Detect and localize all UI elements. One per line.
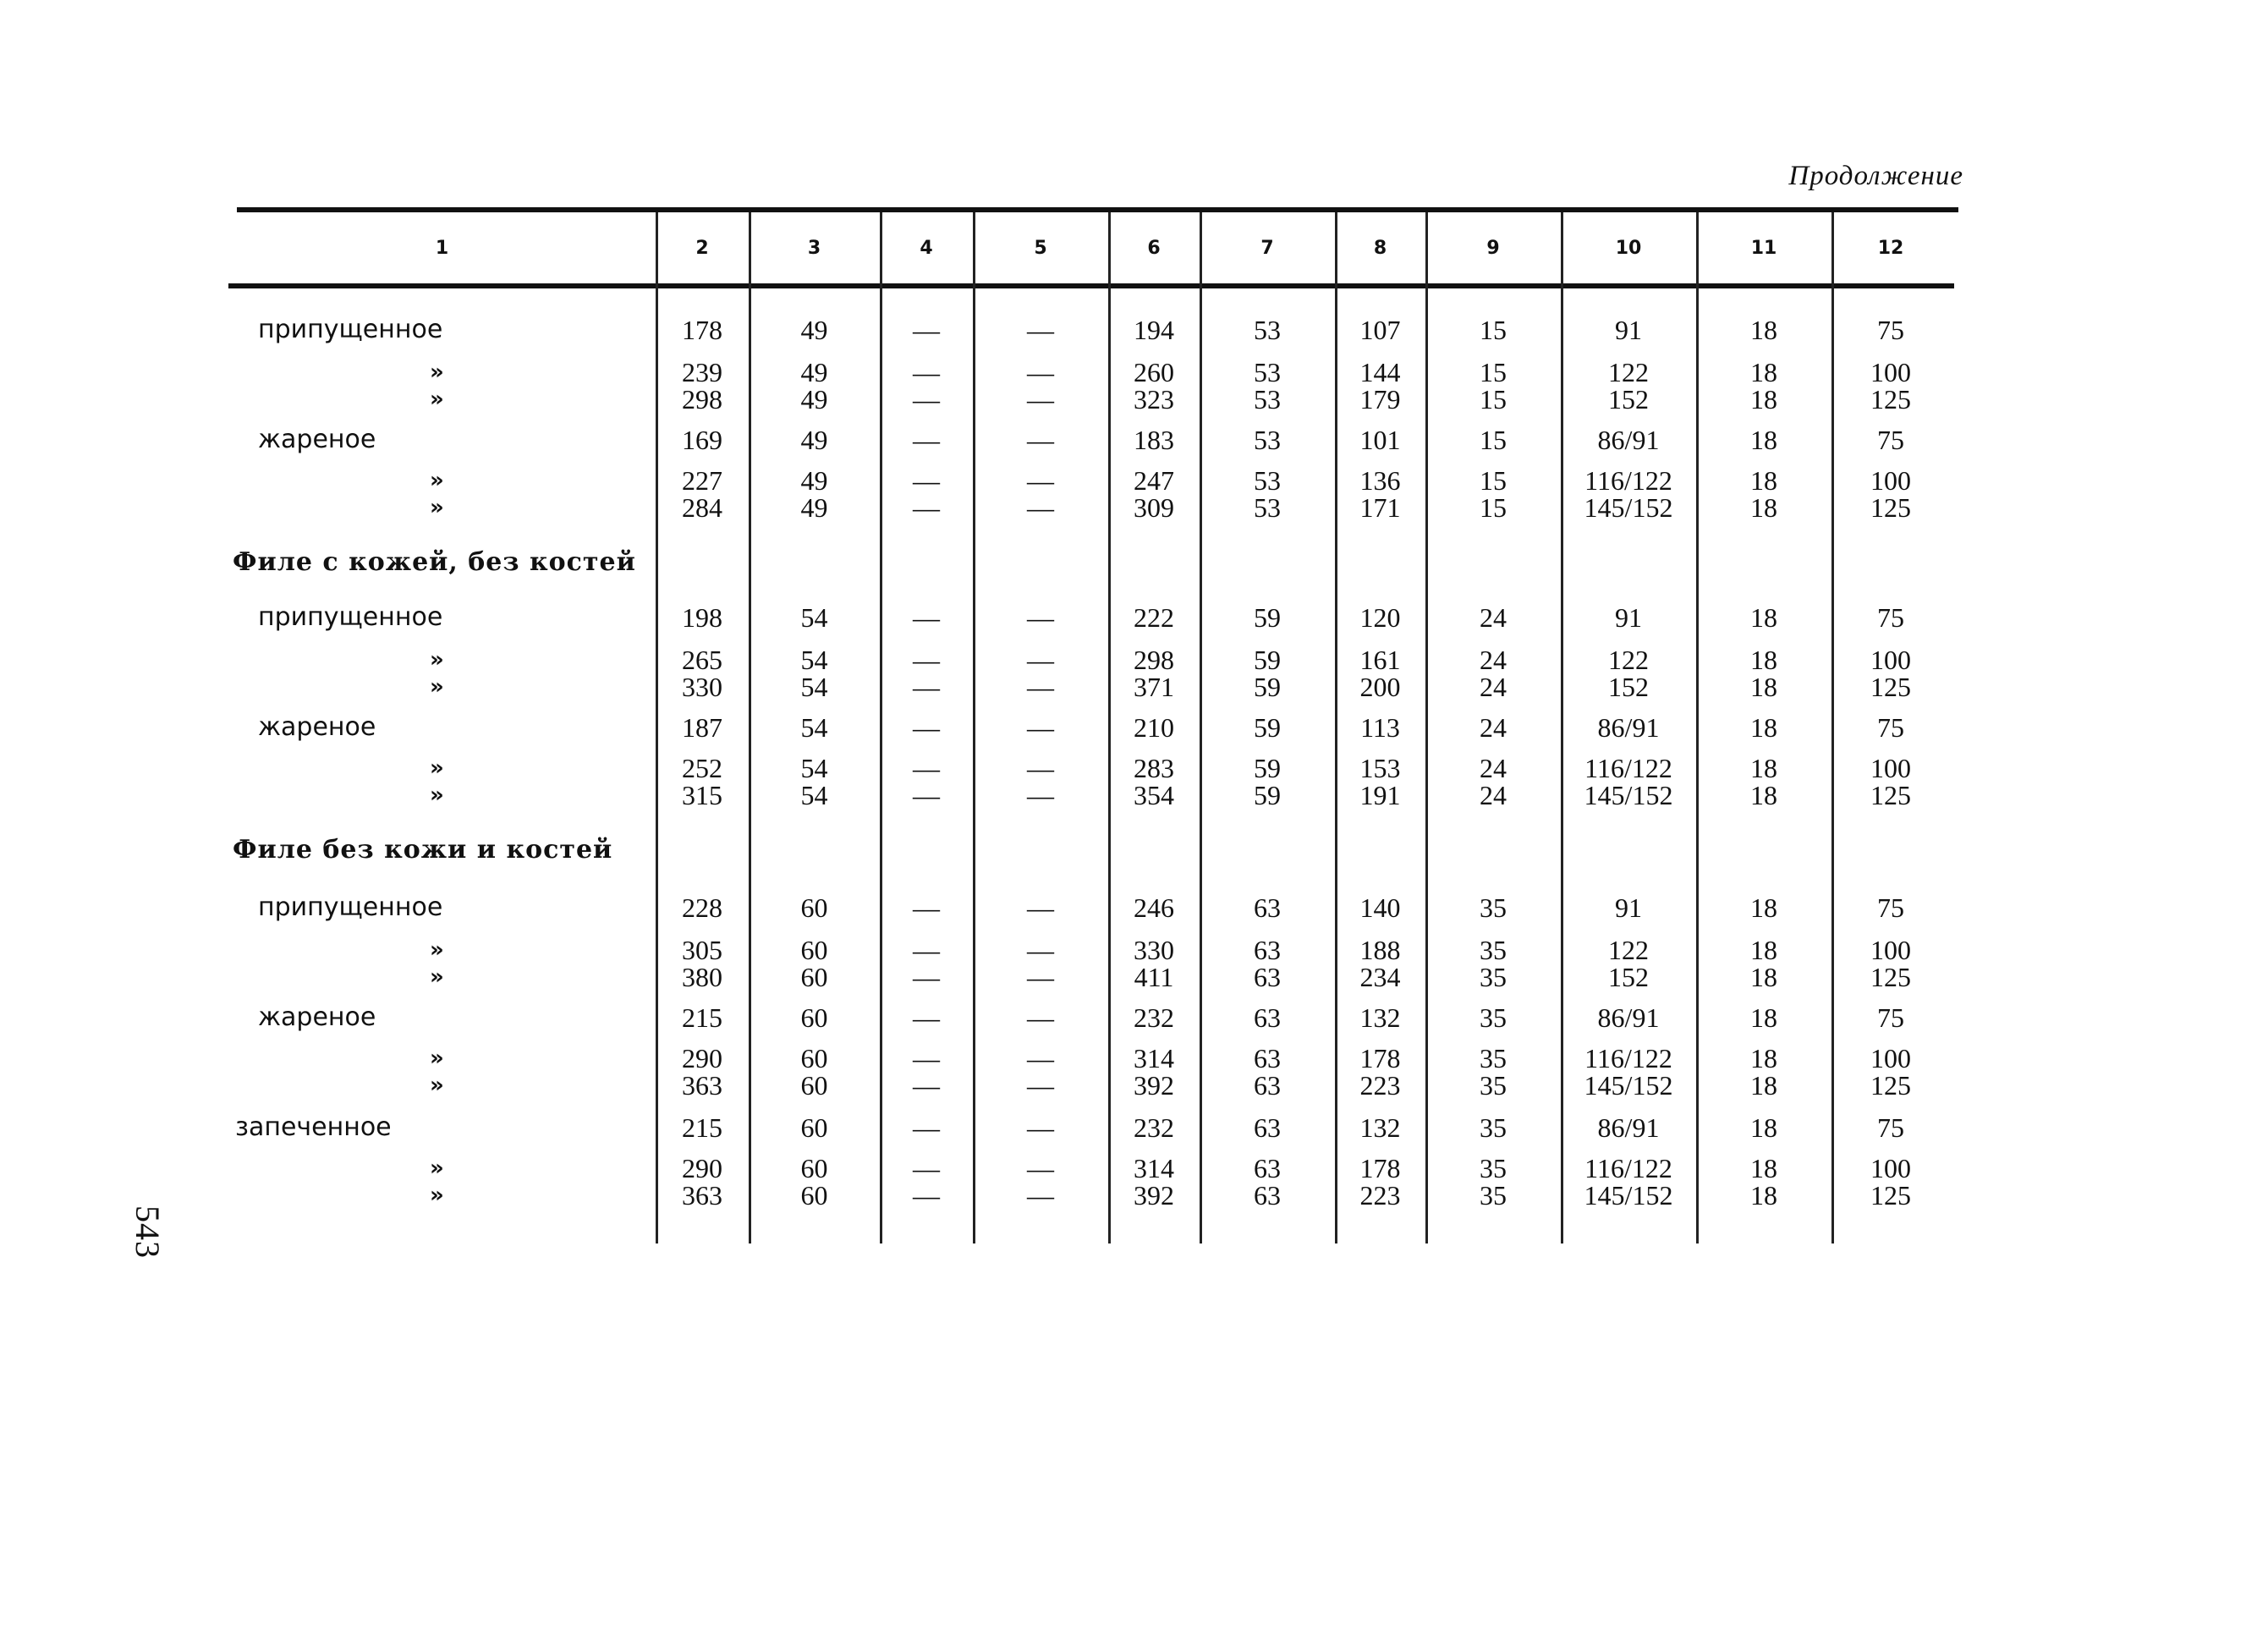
header-cell: 12: [1877, 237, 1904, 259]
table-cell: 101: [1359, 425, 1401, 455]
table-cell: 178: [1359, 1153, 1401, 1183]
table-cell: 330: [1134, 935, 1174, 965]
table-cell: 63: [1254, 1070, 1281, 1101]
table-cell: 63: [1254, 1180, 1281, 1211]
row-label: »: [430, 360, 444, 385]
table-row: [228, 1181, 1958, 1210]
table-cell: 122: [1608, 935, 1649, 965]
table-cell: 49: [800, 492, 828, 523]
table-cell: 59: [1254, 645, 1281, 675]
table-cell: —: [913, 672, 940, 702]
table-cell: 227: [682, 465, 722, 496]
table-cell: 18: [1750, 753, 1777, 783]
header-cell: 1: [435, 237, 449, 259]
table-cell: 86/91: [1597, 1112, 1660, 1143]
table-cell: —: [1027, 1112, 1054, 1143]
table-cell: —: [1027, 892, 1054, 923]
table-cell: 35: [1480, 1180, 1507, 1211]
header-cell: 11: [1750, 237, 1777, 259]
table-cell: 232: [1134, 1112, 1174, 1143]
table-cell: 120: [1359, 602, 1401, 633]
table-cell: —: [1027, 384, 1054, 414]
table-cell: 136: [1359, 465, 1401, 496]
table-cell: —: [913, 962, 940, 992]
table-cell: 298: [682, 384, 722, 414]
header-cell: 3: [807, 237, 821, 259]
table-row: [228, 493, 1958, 522]
header-cell: 5: [1034, 237, 1047, 259]
table-cell: 223: [1359, 1180, 1401, 1211]
header-cell: 6: [1147, 237, 1161, 259]
table-row: [228, 316, 1958, 344]
table-row: [228, 425, 1958, 454]
group-heading-row: [228, 548, 1958, 577]
table-cell: 15: [1480, 357, 1507, 387]
header-cell: 2: [695, 237, 709, 259]
header-cell: 10: [1615, 237, 1642, 259]
table-cell: 247: [1134, 465, 1174, 496]
table-row: [228, 466, 1958, 495]
table-cell: 35: [1480, 1043, 1507, 1073]
table-header-rule: [228, 283, 1954, 288]
row-label: »: [430, 387, 444, 412]
table-cell: 144: [1359, 357, 1401, 387]
table-cell: 60: [800, 1153, 828, 1183]
row-label: »: [430, 782, 444, 808]
table-cell: 18: [1750, 465, 1777, 496]
table-cell: 18: [1750, 492, 1777, 523]
table-cell: 18: [1750, 1112, 1777, 1143]
table-cell: 152: [1608, 962, 1649, 992]
table-cell: 60: [800, 1112, 828, 1143]
table-cell: 283: [1134, 753, 1174, 783]
table-cell: 15: [1480, 315, 1507, 345]
table-cell: 392: [1134, 1070, 1174, 1101]
table-cell: 223: [1359, 1070, 1401, 1101]
table-cell: 132: [1359, 1002, 1401, 1033]
table-cell: 60: [800, 892, 828, 923]
table-cell: 15: [1480, 384, 1507, 414]
table-cell: 171: [1359, 492, 1401, 523]
table-cell: 239: [682, 357, 722, 387]
table-cell: 198: [682, 602, 722, 633]
table-cell: —: [1027, 602, 1054, 633]
table-cell: 116/122: [1584, 753, 1672, 783]
table-row: [228, 754, 1958, 782]
table-cell: 290: [682, 1153, 722, 1183]
table-cell: 49: [800, 315, 828, 345]
table-cell: —: [1027, 1180, 1054, 1211]
table-cell: 53: [1254, 465, 1281, 496]
table-cell: 86/91: [1597, 1002, 1660, 1033]
table-cell: —: [1027, 780, 1054, 810]
table-cell: 54: [800, 672, 828, 702]
table-cell: 75: [1877, 602, 1904, 633]
table-cell: 53: [1254, 357, 1281, 387]
table-cell: 49: [800, 384, 828, 414]
table-row: [228, 385, 1958, 414]
table-cell: 18: [1750, 645, 1777, 675]
table-cell: 75: [1877, 712, 1904, 743]
table-cell: 18: [1750, 1180, 1777, 1211]
table-row: [228, 1154, 1958, 1183]
table-row: [228, 963, 1958, 991]
table-row: [228, 645, 1958, 674]
table-cell: 53: [1254, 492, 1281, 523]
row-label: »: [430, 937, 444, 963]
table-cell: 53: [1254, 425, 1281, 455]
page-number: 543: [129, 1205, 167, 1259]
table-cell: 35: [1480, 892, 1507, 923]
table-cell: 315: [682, 780, 722, 810]
table-cell: 53: [1254, 315, 1281, 345]
table-cell: 100: [1870, 1153, 1911, 1183]
table-cell: —: [1027, 1043, 1054, 1073]
table-cell: —: [1027, 465, 1054, 496]
table-cell: 194: [1134, 315, 1174, 345]
table-cell: 187: [682, 712, 722, 743]
table-row: [228, 713, 1958, 742]
row-label: жареное: [258, 425, 376, 454]
table-cell: 215: [682, 1002, 722, 1033]
table-cell: 100: [1870, 645, 1911, 675]
table-cell: 54: [800, 753, 828, 783]
table-cell: 100: [1870, 1043, 1911, 1073]
table-cell: 179: [1359, 384, 1401, 414]
table-cell: —: [913, 780, 940, 810]
table-cell: —: [913, 1112, 940, 1143]
table-cell: 24: [1480, 645, 1507, 675]
table-cell: 63: [1254, 935, 1281, 965]
table-cell: 49: [800, 425, 828, 455]
table-cell: 18: [1750, 1070, 1777, 1101]
table-cell: 188: [1359, 935, 1401, 965]
table-cell: —: [913, 1002, 940, 1033]
table-cell: 100: [1870, 465, 1911, 496]
table-cell: 18: [1750, 425, 1777, 455]
table-cell: 91: [1615, 602, 1642, 633]
table-cell: 75: [1877, 315, 1904, 345]
row-label: »: [430, 468, 444, 493]
table-cell: 60: [800, 1043, 828, 1073]
header-cell: 7: [1260, 237, 1274, 259]
row-label: »: [430, 495, 444, 520]
table-cell: 260: [1134, 357, 1174, 387]
table-cell: —: [1027, 962, 1054, 992]
table-cell: 60: [800, 1070, 828, 1101]
table-cell: 125: [1870, 780, 1911, 810]
table-cell: 60: [800, 962, 828, 992]
table-cell: 75: [1877, 425, 1904, 455]
row-label: жареное: [258, 712, 376, 742]
table-cell: 75: [1877, 1112, 1904, 1143]
table-cell: 63: [1254, 1153, 1281, 1183]
table-cell: 35: [1480, 962, 1507, 992]
header-cell: 4: [920, 237, 933, 259]
table-row: [228, 673, 1958, 701]
table-cell: 113: [1360, 712, 1400, 743]
table-row: [228, 1071, 1958, 1100]
row-label: »: [430, 1183, 444, 1208]
row-label: припущенное: [258, 892, 443, 922]
row-label: »: [430, 1046, 444, 1071]
table-cell: 232: [1134, 1002, 1174, 1033]
table-cell: 305: [682, 935, 722, 965]
table-cell: 380: [682, 962, 722, 992]
table-cell: —: [1027, 315, 1054, 345]
table-cell: 63: [1254, 1112, 1281, 1143]
table-cell: 24: [1480, 780, 1507, 810]
table-cell: 100: [1870, 357, 1911, 387]
table-cell: —: [913, 1070, 940, 1101]
table-cell: —: [913, 492, 940, 523]
table-cell: 54: [800, 780, 828, 810]
table-cell: 178: [682, 315, 722, 345]
table-cell: —: [913, 357, 940, 387]
table-cell: —: [913, 425, 940, 455]
table-cell: —: [1027, 672, 1054, 702]
row-label: »: [430, 647, 444, 673]
row-label: »: [430, 1073, 444, 1098]
table-cell: 314: [1134, 1153, 1174, 1183]
table-cell: —: [1027, 492, 1054, 523]
table-cell: 15: [1480, 465, 1507, 496]
table-cell: 59: [1254, 753, 1281, 783]
table-cell: 125: [1870, 492, 1911, 523]
table-cell: —: [913, 753, 940, 783]
table-cell: 18: [1750, 892, 1777, 923]
table-cell: 290: [682, 1043, 722, 1073]
table-cell: 18: [1750, 1002, 1777, 1033]
table-cell: —: [913, 892, 940, 923]
table-cell: 59: [1254, 712, 1281, 743]
table-cell: 122: [1608, 357, 1649, 387]
table-cell: —: [913, 465, 940, 496]
table-cell: 215: [682, 1112, 722, 1143]
table-cell: 18: [1750, 712, 1777, 743]
table-row: [228, 603, 1958, 632]
table-cell: 354: [1134, 780, 1174, 810]
table-cell: 363: [682, 1070, 722, 1101]
table-row: [228, 1044, 1958, 1073]
table-cell: 169: [682, 425, 722, 455]
table-cell: 91: [1615, 315, 1642, 345]
table-cell: 18: [1750, 672, 1777, 702]
table-cell: 234: [1359, 962, 1401, 992]
table-cell: —: [913, 602, 940, 633]
table-cell: 228: [682, 892, 722, 923]
table-cell: 392: [1134, 1180, 1174, 1211]
table-cell: 246: [1134, 892, 1174, 923]
table-cell: 35: [1480, 1002, 1507, 1033]
table-cell: —: [913, 712, 940, 743]
header-cell: 8: [1373, 237, 1387, 259]
table-cell: 191: [1359, 780, 1401, 810]
table-cell: 222: [1134, 602, 1174, 633]
table-cell: 18: [1750, 357, 1777, 387]
table-cell: 116/122: [1584, 465, 1672, 496]
table-cell: 35: [1480, 935, 1507, 965]
table-cell: —: [1027, 425, 1054, 455]
table-cell: 18: [1750, 1153, 1777, 1183]
table-cell: 49: [800, 465, 828, 496]
table-cell: 145/152: [1584, 1180, 1673, 1211]
table-cell: 60: [800, 935, 828, 965]
row-label: »: [430, 755, 444, 781]
table-cell: 86/91: [1597, 425, 1660, 455]
table-cell: 24: [1480, 712, 1507, 743]
table-cell: 363: [682, 1180, 722, 1211]
table-cell: 18: [1750, 780, 1777, 810]
row-label: »: [430, 964, 444, 990]
group-heading-row: [228, 836, 1958, 865]
table-cell: —: [913, 1153, 940, 1183]
table-cell: 49: [800, 357, 828, 387]
table-cell: 91: [1615, 892, 1642, 923]
table-cell: —: [1027, 753, 1054, 783]
table-cell: —: [913, 384, 940, 414]
table-cell: 63: [1254, 1002, 1281, 1033]
table-cell: 125: [1870, 1070, 1911, 1101]
table-cell: 63: [1254, 1043, 1281, 1073]
table-cell: 122: [1608, 645, 1649, 675]
table-cell: 125: [1870, 1180, 1911, 1211]
row-label: »: [430, 1156, 444, 1181]
table-cell: 53: [1254, 384, 1281, 414]
table-cell: 18: [1750, 1043, 1777, 1073]
table-cell: 18: [1750, 315, 1777, 345]
table-cell: 24: [1480, 602, 1507, 633]
table-cell: 54: [800, 645, 828, 675]
table-cell: 18: [1750, 935, 1777, 965]
row-label: жареное: [258, 1002, 376, 1032]
table-cell: 252: [682, 753, 722, 783]
table-cell: 35: [1480, 1153, 1507, 1183]
table-cell: 161: [1359, 645, 1401, 675]
table-cell: 60: [800, 1180, 828, 1211]
group-heading: Филе без кожи и костей: [233, 835, 613, 865]
table-cell: 18: [1750, 602, 1777, 633]
table-cell: 86/91: [1597, 712, 1660, 743]
table-cell: 54: [800, 602, 828, 633]
table-cell: 18: [1750, 384, 1777, 414]
table-cell: 140: [1359, 892, 1401, 923]
row-label: припущенное: [258, 602, 443, 632]
table-cell: 107: [1359, 315, 1401, 345]
table-cell: 24: [1480, 753, 1507, 783]
table-cell: 132: [1359, 1112, 1401, 1143]
row-label: запеченное: [235, 1112, 392, 1142]
table-cell: 100: [1870, 935, 1911, 965]
table-cell: 323: [1134, 384, 1174, 414]
table-cell: 145/152: [1584, 1070, 1673, 1101]
table-cell: 314: [1134, 1043, 1174, 1073]
row-label: »: [430, 674, 444, 700]
table-cell: 200: [1359, 672, 1401, 702]
table-cell: 24: [1480, 672, 1507, 702]
table-cell: —: [1027, 1153, 1054, 1183]
table-cell: 59: [1254, 780, 1281, 810]
table-cell: —: [1027, 712, 1054, 743]
table-cell: 63: [1254, 962, 1281, 992]
table-cell: 330: [682, 672, 722, 702]
table-cell: 153: [1359, 753, 1401, 783]
table-cell: —: [913, 645, 940, 675]
continuation-label: Продолжение: [1788, 161, 1963, 191]
table-row: [228, 358, 1958, 387]
table-cell: 116/122: [1584, 1153, 1672, 1183]
table-cell: 59: [1254, 672, 1281, 702]
table-cell: 178: [1359, 1043, 1401, 1073]
table-cell: 183: [1134, 425, 1174, 455]
table-cell: 152: [1608, 384, 1649, 414]
table-cell: 411: [1134, 962, 1174, 992]
table-cell: 265: [682, 645, 722, 675]
table-cell: 35: [1480, 1070, 1507, 1101]
table-cell: 152: [1608, 672, 1649, 702]
table-cell: —: [1027, 645, 1054, 675]
table-cell: 145/152: [1584, 780, 1673, 810]
table-cell: 210: [1134, 712, 1174, 743]
table-cell: 75: [1877, 892, 1904, 923]
table-cell: —: [913, 935, 940, 965]
table-row: [228, 781, 1958, 810]
table-cell: 371: [1134, 672, 1174, 702]
table-cell: 284: [682, 492, 722, 523]
table-cell: 125: [1870, 672, 1911, 702]
group-heading: Филе с кожей, без костей: [233, 547, 636, 577]
table-cell: 15: [1480, 425, 1507, 455]
table-cell: —: [1027, 357, 1054, 387]
table-cell: —: [913, 1043, 940, 1073]
table-row: [228, 893, 1958, 922]
table-cell: 35: [1480, 1112, 1507, 1143]
table-cell: —: [913, 1180, 940, 1211]
table-cell: —: [1027, 935, 1054, 965]
table-cell: 59: [1254, 602, 1281, 633]
table-cell: 75: [1877, 1002, 1904, 1033]
table-cell: 18: [1750, 962, 1777, 992]
table-cell: 15: [1480, 492, 1507, 523]
row-label: припущенное: [258, 315, 443, 344]
table-cell: 60: [800, 1002, 828, 1033]
table-cell: 63: [1254, 892, 1281, 923]
table-row: [228, 936, 1958, 964]
table-cell: 100: [1870, 753, 1911, 783]
table-cell: —: [1027, 1070, 1054, 1101]
table-cell: 298: [1134, 645, 1174, 675]
table-cell: 116/122: [1584, 1043, 1672, 1073]
table-cell: 125: [1870, 384, 1911, 414]
table-cell: —: [1027, 1002, 1054, 1033]
header-cell: 9: [1486, 237, 1500, 259]
table-cell: 125: [1870, 962, 1911, 992]
table-cell: —: [913, 315, 940, 345]
table-row: [228, 1113, 1958, 1142]
table-cell: 54: [800, 712, 828, 743]
table-cell: 145/152: [1584, 492, 1673, 523]
table-row: [228, 1003, 1958, 1032]
table-cell: 309: [1134, 492, 1174, 523]
